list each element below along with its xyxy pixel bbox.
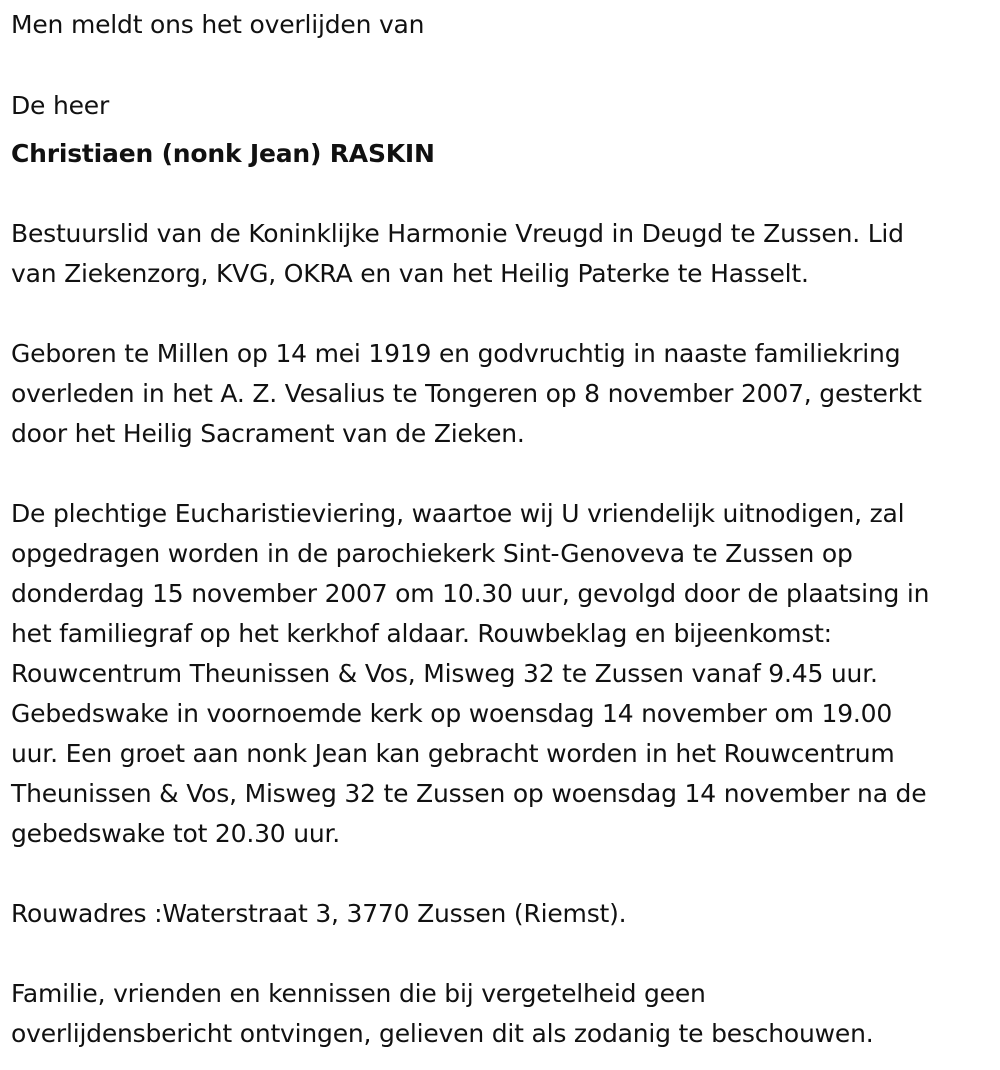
paragraph-line: door het Heilig Sacrament van de Zieken. <box>11 419 525 448</box>
paragraph-line: uur. Een groet aan nonk Jean kan gebracht worden in het Rouwcentrum <box>11 739 895 768</box>
paragraph-line: Rouwcentrum Theunissen & Vos, Misweg 32 te Zussen vanaf 9.45 uur. <box>11 659 878 688</box>
paragraph-ceremony <box>11 494 929 854</box>
paragraph-line: gebedswake tot 20.30 uur. <box>11 819 341 848</box>
paragraph-birth-death <box>11 334 922 454</box>
honorific: De heer <box>11 91 110 120</box>
paragraph-line: Theunissen & Vos, Misweg 32 te Zussen op woensdag 14 november na de <box>11 779 927 808</box>
paragraph-line: Rouwadres :Waterstraat 3, 3770 Zussen (Riemst). <box>11 899 627 928</box>
paragraph-line: Geboren te Millen op 14 mei 1919 en godvruchtig in naaste familiekring <box>11 339 901 368</box>
paragraph-address <box>11 894 626 934</box>
deceased-name: Christiaen (nonk Jean) RASKIN <box>11 139 435 168</box>
paragraph-line: Bestuurslid van de Koninklijke Harmonie Vreugd in Deugd te Zussen. Lid <box>11 219 904 248</box>
paragraph-line: overlijdensbericht ontvingen, gelieven dit als zodanig te beschouwen. <box>11 1019 874 1048</box>
paragraph-closing <box>11 974 874 1054</box>
paragraph-line: van Ziekenzorg, KVG, OKRA en van het Heilig Paterke te Hasselt. <box>11 259 809 288</box>
paragraph-line: overleden in het A. Z. Vesalius te Tongeren op 8 november 2007, gesterkt <box>11 379 922 408</box>
paragraph-line: donderdag 15 november 2007 om 10.30 uur, gevolgd door de plaatsing in <box>11 579 930 608</box>
paragraph-line: opgedragen worden in de parochiekerk Sint-Genoveva te Zussen op <box>11 539 853 568</box>
paragraph-line: Gebedswake in voornoemde kerk op woensdag 14 november om 19.00 <box>11 699 893 728</box>
paragraph-membership <box>11 214 904 294</box>
paragraph-line: Familie, vrienden en kennissen die bij vergetelheid geen <box>11 979 706 1008</box>
paragraph-line: het familiegraf op het kerkhof aldaar. Rouwbeklag en bijeenkomst: <box>11 619 832 648</box>
intro-text: Men meldt ons het overlijden van <box>11 10 425 39</box>
paragraph-line: De plechtige Eucharistieviering, waartoe wij U vriendelijk uitnodigen, zal <box>11 499 905 528</box>
